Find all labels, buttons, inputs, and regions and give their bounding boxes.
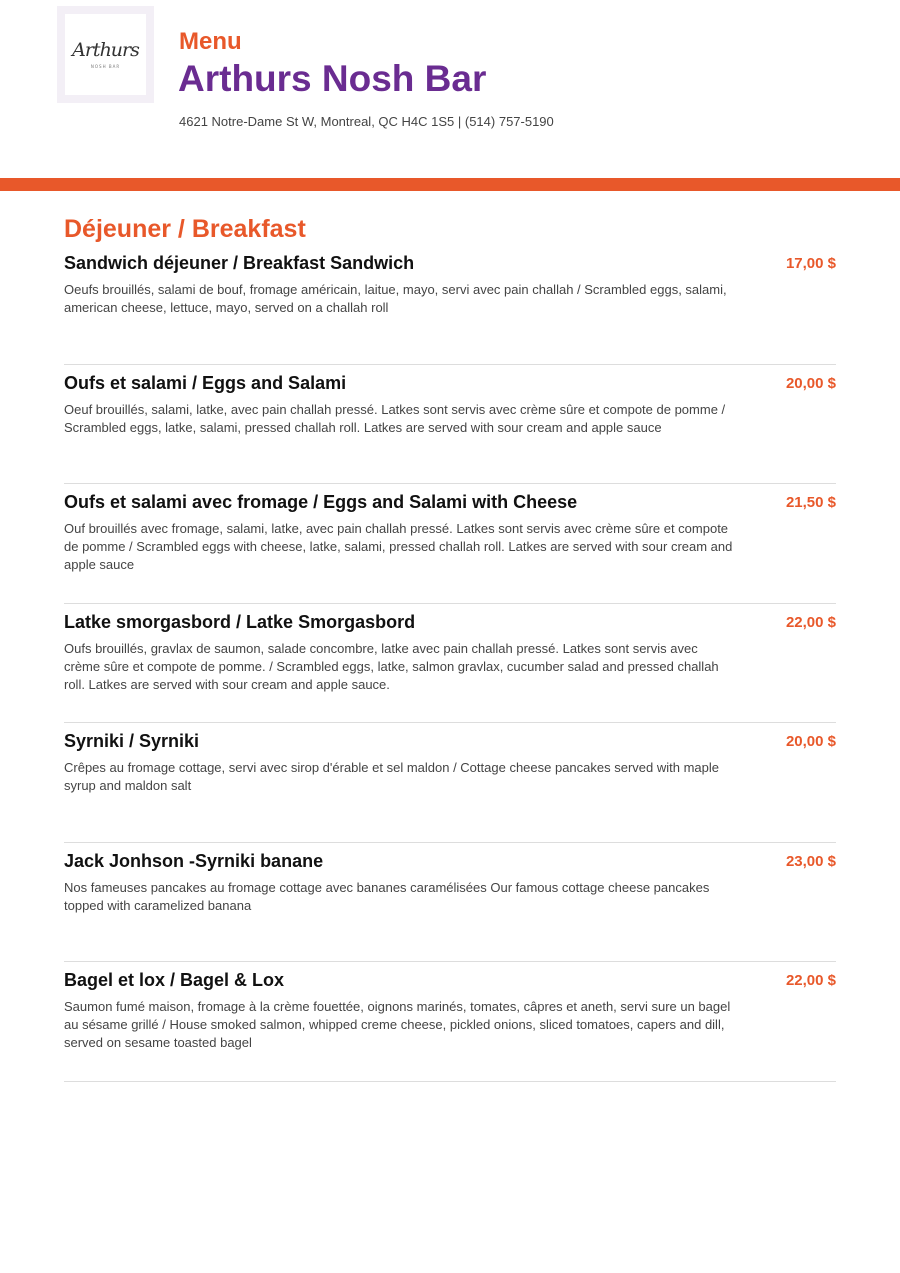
menu-item: [64, 604, 836, 724]
menu-item: [64, 249, 836, 365]
item-description: Oeufs brouillés, salami de bouf, fromage américain, laitue, mayo, servi avec pain challah / Scrambled eggs, salami, american cheese, lettuce, mayo, served on a challah roll: [64, 282, 727, 315]
item-name: Syrniki / Syrniki: [64, 731, 200, 751]
item-description: Oeuf brouillés, salami, latke, avec pain challah pressé. Latkes sont servis avec crème sûre et compote de pomme / Scrambled eggs, latke, salami, pressed challah roll. Latkes are served with sour cream and apple sauce: [64, 401, 726, 435]
item-price: 23,00 $: [785, 852, 836, 870]
item-name: Bagel et lox / Bagel & Lox: [64, 970, 285, 990]
item-description: Saumon fumé maison, fromage à la crème fouettée, oignons marinés, tomates, câpres et aneth, servi sure un bagel au sésame grillé / House smoked salmon, whipped creme cheese, pickled onions, sliced tomatoes, capers and dill, served on sesame toasted bagel: [64, 999, 731, 1050]
item-price: 22,00 $: [785, 972, 836, 989]
item-description: Crêpes au fromage cottage, servi avec sirop d'érable et sel maldon / Cottage cheese pancakes served with maple syrup and maldon salt: [64, 760, 720, 793]
header-divider-bar: [0, 178, 900, 191]
item-name: Jack Jonhson -Syrniki banane: [64, 850, 324, 871]
restaurant-logo: [57, 6, 154, 103]
menu-item: [64, 365, 836, 485]
item-description: Ouf brouillés avec fromage, salami, latke, avec pain challah pressé. Latkes sont servis avec crème sûre et compote de pomme / Scrambled eggs with cheese, latke, salami, pressed challah roll. Latkes are served with sour cream and apple sauce: [64, 521, 733, 572]
menu-item: [64, 962, 836, 1082]
item-price: 22,00 $: [785, 613, 836, 631]
section-title: Déjeuner / Breakfast: [64, 215, 306, 243]
menu-item: [64, 484, 836, 604]
item-name: Latke smorgasbord / Latke Smorgasbord: [64, 611, 416, 632]
logo-mark: [65, 14, 146, 95]
restaurant-name: Arthurs Nosh Bar: [178, 58, 487, 99]
restaurant-address: 4621 Notre-Dame St W, Montreal, QC H4C 1S5 | (514) 757-5190: [179, 114, 554, 129]
item-price: 20,00 $: [785, 733, 836, 750]
menu-header: [0, 0, 900, 178]
menu-item: [64, 723, 836, 843]
menu-item-list: [64, 249, 836, 1082]
item-name: Sandwich déjeuner / Breakfast Sandwich: [64, 253, 415, 273]
item-name: Oufs et salami / Eggs and Salami: [64, 372, 347, 393]
item-description: Nos fameuses pancakes au fromage cottage avec bananes caramélisées Our famous cottage cheese pancakes topped with caramelized banana: [64, 879, 710, 913]
item-price: 17,00 $: [785, 255, 836, 272]
item-name: Oufs et salami avec fromage / Eggs and Salami with Cheese: [64, 492, 578, 512]
menu-label: Menu: [179, 28, 242, 55]
item-price: 21,50 $: [785, 494, 836, 511]
item-description: Oufs brouillés, gravlax de saumon, salade concombre, latke avec pain challah pressé. Latkes sont servis avec crème sûre et compote de pomme. / Scrambled eggs, latke, salmon gravlax, cucumber salad and pressed challah roll. Latkes are served with sour cream and apple sauce.: [64, 640, 719, 692]
menu-item: [64, 843, 836, 963]
item-price: 20,00 $: [785, 374, 836, 392]
logo-subtext: NOSH BAR: [90, 63, 121, 69]
logo-script-text: Arthurs: [72, 38, 139, 61]
